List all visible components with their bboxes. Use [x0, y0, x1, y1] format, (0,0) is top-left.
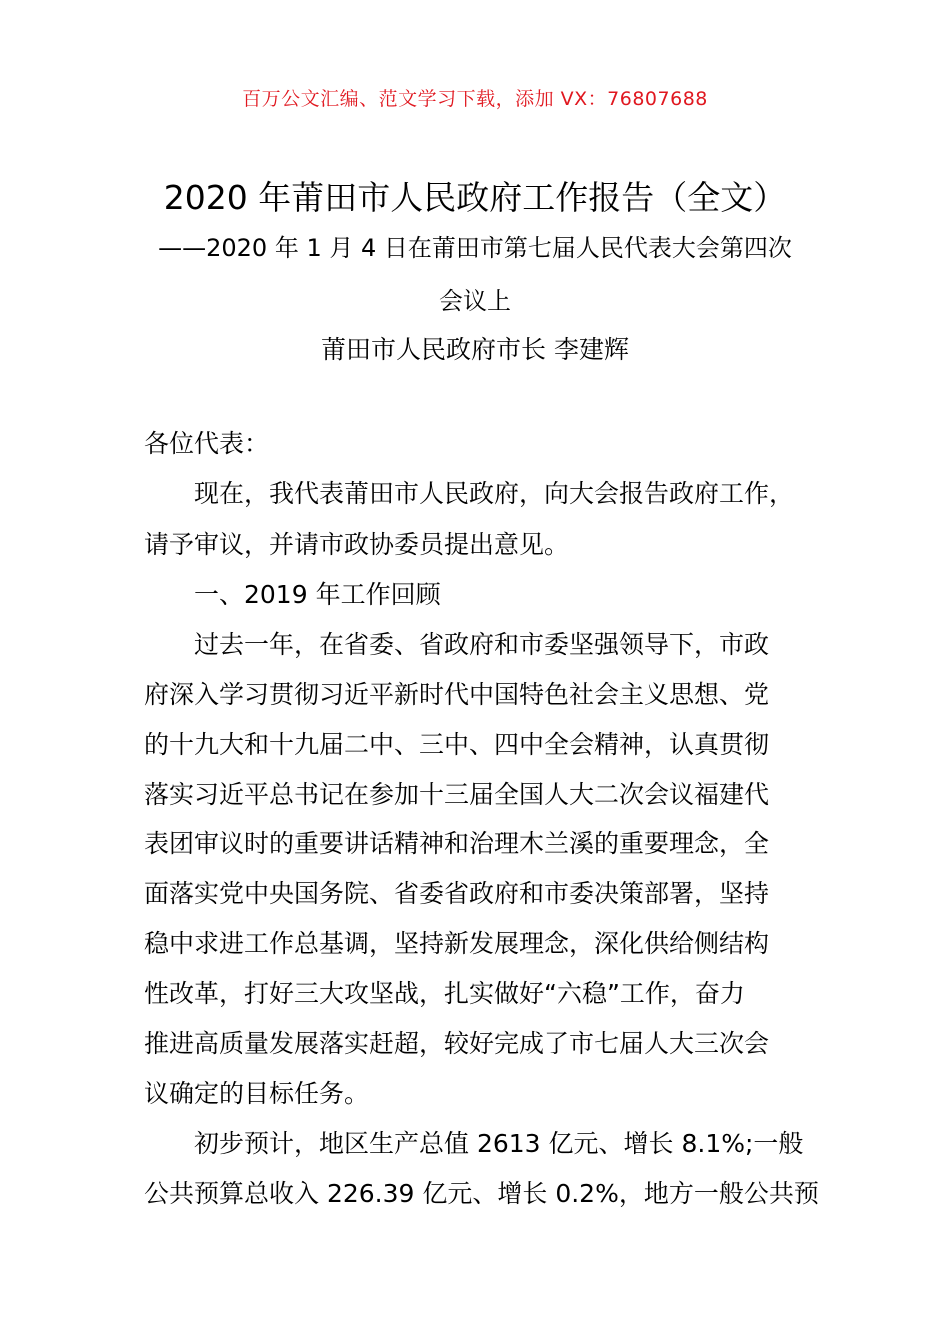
paragraph-line: 面落实党中央国务院、省委省政府和市委决策部署，坚持: [144, 879, 770, 908]
paragraph-line: 性改革，打好三大攻坚战，扎实做好“六稳”工作，奋力: [144, 979, 745, 1008]
paragraph-line: 的十九大和十九届二中、三中、四中全会精神，认真贯彻: [144, 730, 770, 759]
paragraph-line: 公共预算总收入 226.39 亿元、增长 0.2%，地方一般公共预: [144, 1179, 819, 1208]
paragraph-line: 落实习近平总书记在参加十三届全国人大二次会议福建代: [144, 780, 770, 809]
paragraph-line: 过去一年，在省委、省政府和市委坚强领导下，市政: [194, 630, 770, 659]
paragraph-line: 表团审议时的重要讲话精神和治理木兰溪的重要理念，全: [144, 829, 770, 858]
paragraph-line: 稳中求进工作总基调，坚持新发展理念，深化供给侧结构: [144, 929, 770, 958]
paragraph-line: 推进高质量发展落实赶超，较好完成了市七届人大三次会: [144, 1029, 770, 1058]
paragraph-line: 初步预计，地区生产总值 2613 亿元、增长 8.1%;一般: [194, 1129, 804, 1158]
paragraph-line: 议确定的目标任务。: [144, 1079, 370, 1108]
document-title: 2020 年莆田市人民政府工作报告（全文）: [163, 178, 787, 217]
paragraph-line: 现在，我代表莆田市人民政府，向大会报告政府工作，: [194, 479, 795, 508]
paragraph-line: 请予审议，并请市政协委员提出意见。: [144, 530, 570, 559]
salutation: 各位代表：: [144, 429, 270, 458]
watermark-banner: 百万公文汇编、范文学习下载，添加 VX：76807688: [242, 88, 708, 110]
subtitle-line: ——2020 年 1 月 4 日在莆田市第七届人民代表大会第四次: [158, 234, 792, 262]
author-line: 莆田市人民政府市长 李建辉: [321, 335, 629, 364]
paragraph-line: 府深入学习贯彻习近平新时代中国特色社会主义思想、党: [144, 680, 770, 709]
section-heading: 一、2019 年工作回顾: [194, 580, 441, 609]
subtitle-line: 会议上: [439, 287, 511, 315]
